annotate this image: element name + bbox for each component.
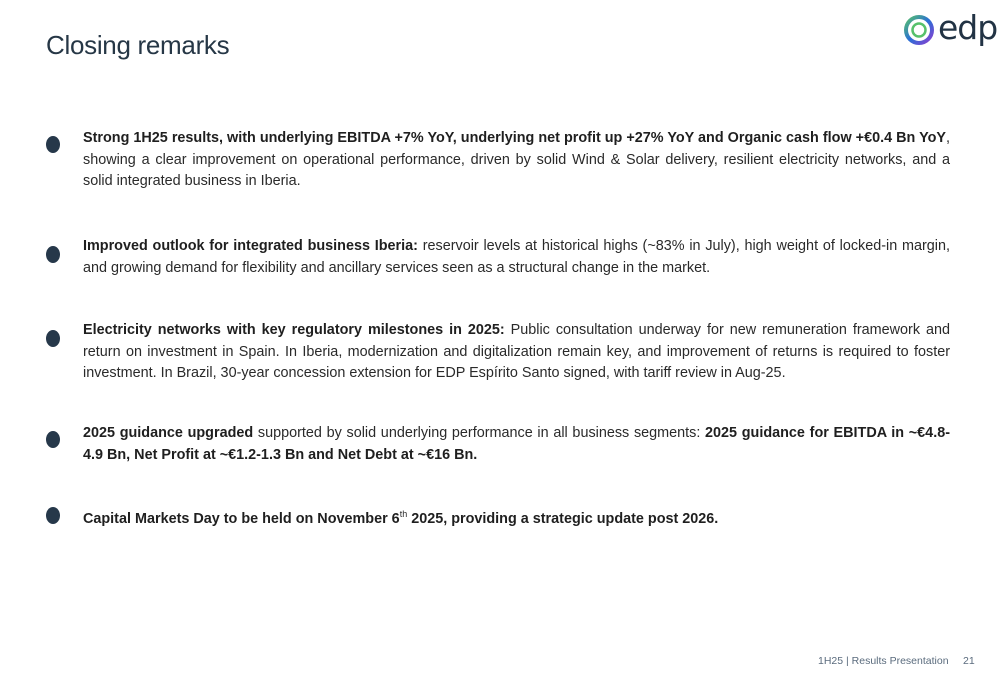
bullet-body-text: , showing a clear improvement on operational performance, driven by solid Wind & Solar delivery, resilient electricity networks, and a solid integrated business in Iberia.	[83, 130, 950, 189]
bullet-superscript: th	[399, 509, 408, 519]
bullet-bold-text: Strong 1H25 results, with underlying EBITDA +7% YoY, underlying net profit up +27% YoY and Organic cash flow +€0.4 Bn YoY	[83, 130, 946, 146]
bullet-body-text: supported by solid underlying performance in all business segments:	[253, 425, 706, 441]
bullet-dot-icon	[46, 431, 60, 448]
bullet-body-text: Public consultation underway for new remuneration framework and return on investment in Spain. In Iberia, modernization and digitalization remain key, and improvement of returns is required to foster investment. In Brazil, 30-year concession extension for EDP Espírito Santo signed, with tariff review in Aug-25.	[83, 322, 950, 381]
page-number: 21	[963, 655, 975, 667]
footer-label: 1H25 | Results Presentation	[818, 655, 949, 667]
bullet-text	[83, 320, 950, 385]
bullet-bold-text-2: 2025, providing a strategic update post 2026.	[407, 510, 719, 527]
bullet-bold-text-2: 2025 guidance for EBITDA in ~€4.8-4.9 Bn, Net Profit at ~€1.2-1.3 Bn and Net Debt at ~€16 Bn.	[83, 425, 950, 463]
bullet-dot-icon	[46, 330, 60, 347]
bullet-dot-icon	[46, 246, 60, 263]
bullet-dot-icon	[46, 507, 60, 524]
bullet-text	[83, 504, 950, 530]
bullet-bold-text: Improved outlook for integrated business Iberia:	[83, 238, 418, 254]
edp-logo-text: edp	[938, 8, 998, 47]
bullet-body-text: reservoir levels at historical highs (~83% in July), high weight of locked-in margin, and growing demand for flexibility and ancillary services seen as a structural change in the market.	[83, 238, 950, 276]
bullet-bold-text: 2025 guidance upgraded	[83, 425, 254, 441]
bullet-text	[83, 423, 950, 466]
bullet-dot-icon	[46, 136, 60, 153]
bullet-text	[83, 128, 950, 193]
bullet-bold-text: Capital Markets Day to be held on November 6	[83, 510, 400, 527]
page-title: Closing remarks	[46, 30, 230, 60]
bullet-text	[83, 236, 950, 279]
bullet-bold-text: Electricity networks with key regulatory milestones in 2025:	[83, 322, 505, 338]
